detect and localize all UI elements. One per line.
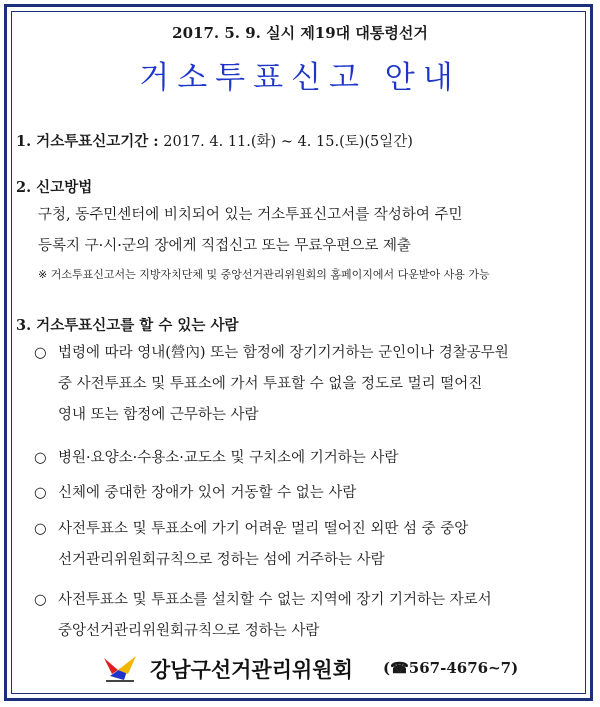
section-1-heading: 1. 거소투표신고기간 : — [16, 133, 159, 150]
section-1 — [16, 130, 413, 151]
bullet-icon: ○ — [34, 592, 47, 608]
eligible-item-2-line-1: 병원·요양소·수용소·교도소 및 구치소에 기거하는 사람 — [58, 450, 399, 466]
footer — [100, 650, 540, 690]
section-2-line-1: 구청, 동주민센터에 비치되어 있는 거소투표신고서를 작성하여 주민 — [38, 207, 463, 223]
page-title: 거소투표신고 안내 — [139, 60, 461, 96]
bullet-icon: ○ — [34, 521, 47, 537]
bullet-icon: ○ — [34, 485, 47, 501]
bullet-icon: ○ — [34, 450, 47, 466]
section-1-period: 2017. 4. 11.(화) ~ 4. 15.(토)(5일간) — [158, 134, 413, 150]
organization-name: 강남구선거관리위원회 — [150, 657, 353, 682]
eligible-item-5-line-1: 사전투표소 및 투표소를 설치할 수 없는 지역에 장기 기거하는 자로서 — [58, 592, 492, 608]
eligible-item-3-line-1: 신체에 중대한 장애가 있어 거동할 수 없는 사람 — [58, 485, 357, 501]
section-2-line-2: 등록지 구·시·군의 장에게 직접신고 또는 무료우편으로 제출 — [38, 238, 412, 254]
eligible-item-4-line-1: 사전투표소 및 투표소에 가기 어려운 멀리 떨어진 외딴 섬 중 중앙 — [58, 521, 469, 537]
eligible-item-1-line-2: 중 사전투표소 및 투표소에 가서 투표할 수 없을 정도로 멀리 떨어진 — [58, 376, 483, 392]
election-commission-logo-icon — [100, 650, 140, 686]
election-subtitle: 2017. 5. 9. 실시 제19대 대통령선거 — [172, 24, 428, 42]
eligible-item-4-line-2: 선거관리위원회규칙으로 정하는 섬에 거주하는 사람 — [58, 552, 385, 568]
section-3-heading: 3. 거소투표신고를 할 수 있는 사람 — [16, 317, 239, 334]
eligible-item-1-line-1: 법령에 따라 영내(營內) 또는 함정에 장기기거하는 군인이나 경찰공무원 — [58, 345, 509, 361]
bullet-icon: ○ — [34, 345, 47, 361]
section-2-note: ※ 거소투표신고서는 지방자치단체 및 중앙선거관리위원회의 홈페이지에서 다운받아 사용 가능 — [38, 268, 490, 281]
eligible-item-5-line-2: 중앙선거관리위원회규칙으로 정하는 사람 — [58, 623, 320, 639]
eligible-item-1-line-3: 영내 또는 함정에 근무하는 사람 — [58, 407, 259, 423]
phone-number: (☎567-4676~7) — [383, 659, 519, 677]
section-2-heading: 2. 신고방법 — [16, 179, 93, 196]
